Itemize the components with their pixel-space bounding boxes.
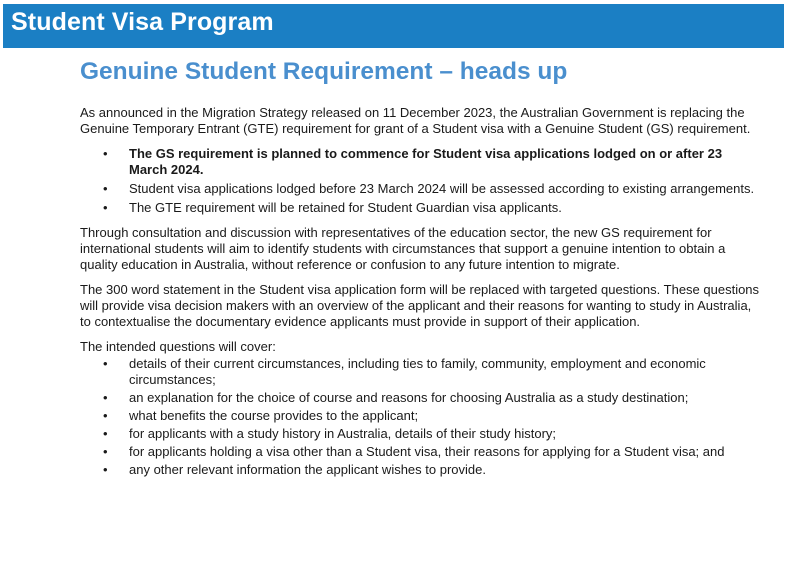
list-item [80, 444, 760, 460]
list-item-text: for applicants holding a visa other than a Student visa, their reasons for applying for a Student visa; and [129, 444, 725, 459]
bullet-icon: • [103, 146, 108, 161]
list-item [80, 181, 760, 197]
bullet-icon: • [103, 408, 108, 423]
list-item [80, 408, 760, 424]
list-item [80, 200, 760, 216]
page-title: Genuine Student Requirement – heads up [80, 58, 568, 85]
intro-paragraph: As announced in the Migration Strategy released on 11 December 2023, the Australian Government is replacing the Genuine Temporary Entrant (GTE) requirement for grant of a Student visa with a Genuine Student (GS) requirement. [80, 105, 751, 136]
list-item-text: an explanation for the choice of course and reasons for choosing Australia as a study destination; [129, 390, 689, 405]
list-item [80, 146, 760, 178]
list-item-text: The GTE requirement will be retained for Student Guardian visa applicants. [129, 200, 562, 215]
list-item-text: for applicants with a study history in Australia, details of their study history; [129, 426, 557, 441]
list-item-text: details of their current circumstances, including ties to family, community, employment and economic circumstances; [129, 356, 706, 387]
statement-paragraph: The 300 word statement in the Student visa application form will be replaced with targeted questions. These questions will provide visa decision makers with an overview of the applicant and their reasons for wanting to study in Australia, to contextualise the documentary evidence applicants must provide in support of their application. [80, 282, 760, 329]
list-item [80, 462, 760, 478]
header-title: Student Visa Program [11, 8, 274, 36]
list-item-text: The GS requirement is planned to commence for Student visa applications lodged on or after 23 March 2024. [129, 146, 723, 177]
list-item [80, 426, 760, 442]
bullet-icon: • [103, 200, 108, 215]
list-item-text: Student visa applications lodged before 23 March 2024 will be assessed according to existing arrangements. [129, 181, 755, 196]
questions-intro: The intended questions will cover: [80, 339, 276, 354]
list-item [80, 390, 760, 406]
list-item-text: any other relevant information the applicant wishes to provide. [129, 462, 486, 477]
bullet-icon: • [103, 462, 108, 477]
bullet-icon: • [103, 390, 108, 405]
bullet-icon: • [103, 444, 108, 459]
list-item-text: what benefits the course provides to the applicant; [129, 408, 419, 423]
announcement-list [80, 146, 760, 216]
header-bar [3, 4, 784, 48]
bullet-icon: • [103, 181, 108, 196]
bullet-icon: • [103, 356, 108, 371]
list-item [80, 356, 760, 388]
bullet-icon: • [103, 426, 108, 441]
document-body [80, 56, 760, 487]
consultation-paragraph: Through consultation and discussion with representatives of the education sector, the new GS requirement for international students will aim to identify students with circumstances that support a genuine intention to obtain a quality education in Australia, without reference or confusion to any future intention to migrate. [80, 225, 726, 272]
questions-list [80, 356, 760, 478]
